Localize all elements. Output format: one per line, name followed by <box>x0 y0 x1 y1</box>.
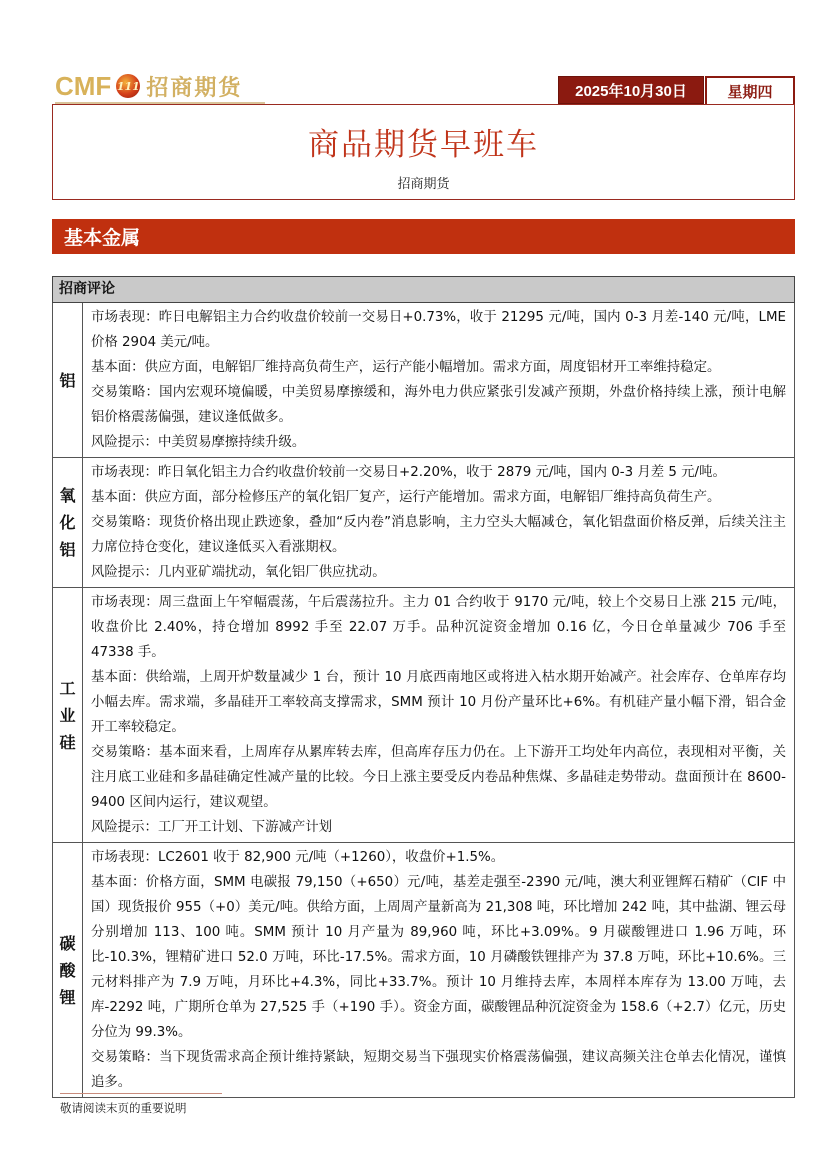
page-subtitle: 招商期货 <box>397 177 450 192</box>
table-header: 招商评论 <box>53 277 795 303</box>
logo-cmf-text: CMF <box>55 70 112 101</box>
commentary-paragraph: 交易策略：现货价格出现止跌迹象，叠加“反内卷”消息影响，主力空头大幅减仓，氧化铝盘面价格反弹，后续关注主力席位持仓变化，建议逢低买入看涨期权。 <box>91 515 786 555</box>
company-logo <box>55 70 242 102</box>
commodity-label <box>53 303 83 458</box>
commentary-text <box>83 303 795 458</box>
commentary-text <box>83 843 795 1098</box>
commentary-table <box>52 276 795 1098</box>
commentary-paragraph: 基本面：价格方面，SMM 电碳报 79,150（+650）元/吨，基差走强至-2390 元/吨，澳大利亚锂辉石精矿（CIF 中国）现货报价 955（+0）美元/吨。供给方面，上周周产量新高为 21,308 吨，环比增加 242 吨，其中盐湖、锂云母分别增加 113、100 吨。SMM 预计 10 月产量为 89,960 吨，环比+3.09%。9 月碳酸锂进口 1.96 万吨，环比-10.3%，锂精矿进口 52.0 万吨，环比-17.5%。需求方面，10 月磷酸铁锂排产为 37.8 万吨，环比+10.6%。三元材料排产为 7.9 万吨，月环比+4.3%，同比+33.7%。预计 10 月维持去库，本周样本库存为 13.00 万吨，去库-2292 吨，广期所仓单为 27,525 手（+190 手）。资金方面，碳酸锂品种沉淀资金为 158.6（+2.7）亿元，历史分位为 99.3%。 <box>91 875 786 1040</box>
logo-chinese-name: 招商期货 <box>146 74 243 101</box>
commentary-paragraph: 基本面：供给端，上周开炉数量减少 1 台，预计 10 月底西南地区或将进入枯水期开始减产。社会库存、仓单库存均小幅去库。需求端，多晶硅开工率较高支撑需求，SMM 预计 10 月份产量环比+6%。有机硅产量小幅下滑，铝合金开工率较稳定。 <box>91 670 786 735</box>
table-row <box>53 458 795 588</box>
commentary-paragraph: 风险提示：几内亚矿端扰动，氧化铝厂供应扰动。 <box>91 565 386 580</box>
table-row <box>53 588 795 843</box>
commentary-text <box>83 458 795 588</box>
commodity-name: 碳酸锂 <box>59 933 76 1007</box>
logo-emblem-icon: 111 <box>116 74 140 98</box>
commentary-paragraph: 交易策略：基本面来看，上周库存从累库转去库，但高库存压力仍在。上下游开工均处年内高位，表现相对平衡，关注月底工业硅和多晶硅确定性减产量的比较。今日上涨主要受反内卷品种焦煤、多晶硅走势带动。盘面预计在 8600-9400 区间内运行，建议观望。 <box>91 745 786 810</box>
table-row <box>53 303 795 458</box>
commentary-paragraph: 市场表现：LC2601 收于 82,900 元/吨（+1260），收盘价+1.5%。 <box>91 850 505 865</box>
commentary-paragraph: 交易策略：当下现货需求高企预计维持紧缺，短期交易当下强现实价格震荡偏强，建议高频关注仓单去化情况，谨慎追多。 <box>91 1050 786 1090</box>
report-date: 2025年10月30日 <box>558 76 704 104</box>
commentary-paragraph: 市场表现：周三盘面上午窄幅震荡，午后震荡拉升。主力 01 合约收于 9170 元/吨，较上个交易日上涨 215 元/吨，收盘价比 2.40%，持仓增加 8992 手至 22.07 万手。品种沉淀资金增加 0.16 亿，今日仓单量减少 706 手至 47338 手。 <box>91 595 786 660</box>
report-weekday: 星期四 <box>705 76 795 104</box>
title-box <box>52 104 795 200</box>
footer-note: 敬请阅读末页的重要说明 <box>60 1101 187 1115</box>
commentary-paragraph: 基本面：供应方面，电解铝厂维持高负荷生产，运行产能小幅增加。需求方面，周度铝材开工率维持稳定。 <box>91 360 721 375</box>
commodity-label <box>53 458 83 588</box>
page-title: 商品期货早班车 <box>308 127 539 163</box>
footer-divider <box>60 1093 222 1094</box>
commentary-paragraph: 交易策略：国内宏观环境偏暖，中美贸易摩擦缓和，海外电力供应紧张引发减产预期，外盘价格持续上涨，预计电解铝价格震荡偏强，建议逢低做多。 <box>91 385 786 425</box>
commentary-text <box>83 588 795 843</box>
table-row <box>53 843 795 1098</box>
commentary-paragraph: 市场表现：昨日电解铝主力合约收盘价较前一交易日+0.73%，收于 21295 元/吨，国内 0-3 月差-140 元/吨，LME 价格 2904 美元/吨。 <box>91 310 786 350</box>
commodity-name: 铝 <box>59 370 76 390</box>
commodity-label <box>53 843 83 1098</box>
commentary-paragraph: 市场表现：昨日氧化铝主力合约收盘价较前一交易日+2.20%，收于 2879 元/吨，国内 0-3 月差 5 元/吨。 <box>91 465 726 480</box>
commodity-name: 工业硅 <box>59 678 76 752</box>
commentary-paragraph: 基本面：供应方面，部分检修压产的氧化铝厂复产，运行产能增加。需求方面，电解铝厂维持高负荷生产。 <box>91 490 721 505</box>
commentary-paragraph: 风险提示：工厂开工计划、下游减产计划 <box>91 820 333 835</box>
commodity-name: 氧化铝 <box>59 486 76 559</box>
commodity-label <box>53 588 83 843</box>
commentary-paragraph: 风险提示：中美贸易摩擦持续升级。 <box>91 435 306 450</box>
section-header-base-metals: 基本金属 <box>52 219 795 254</box>
